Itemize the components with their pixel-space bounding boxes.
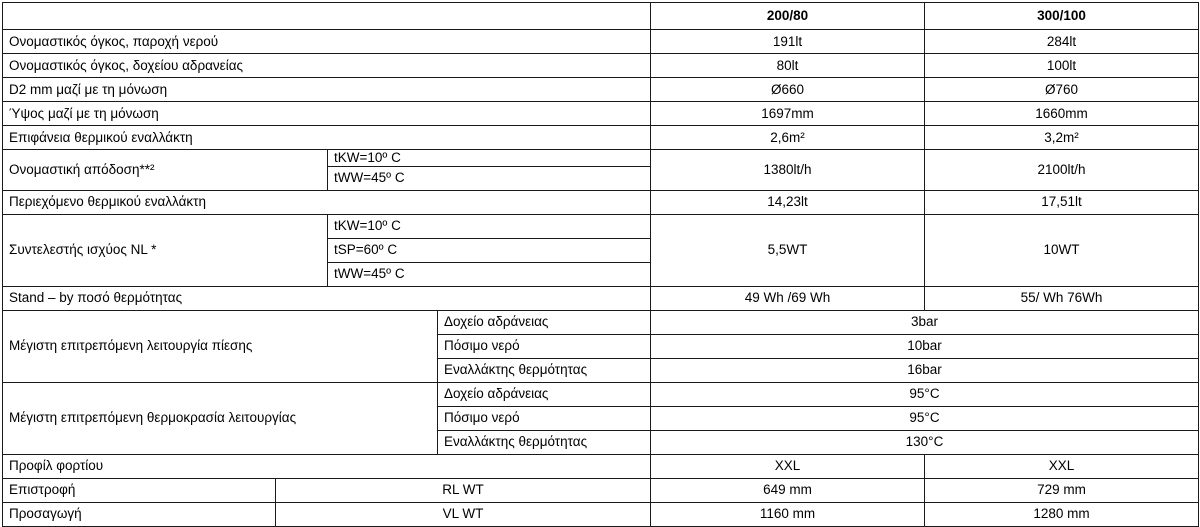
row-value-200-80: 5,5WT	[651, 214, 925, 286]
table-row	[3, 78, 1199, 102]
row-label: D2 mm μαζί με τη μόνωση	[3, 78, 651, 102]
row-label: Επιφάνεια θερμικού εναλλάκτη	[3, 126, 651, 150]
table-row	[3, 214, 1199, 238]
row-value-300-100: 2100lt/h	[925, 150, 1199, 191]
row-sublabel: RL WT	[276, 478, 651, 502]
row-value-300-100: XXL	[925, 454, 1199, 478]
row-merged-value: 3bar	[651, 310, 1199, 334]
row-value-300-100: 10WT	[925, 214, 1199, 286]
row-sublabel: Εναλλάκτης θερμότητας	[438, 358, 651, 382]
table-row	[3, 454, 1199, 478]
row-label: Ονομαστικός όγκος, δοχείου αδρανείας	[3, 54, 651, 78]
row-merged-value: 10bar	[651, 334, 1199, 358]
row-value-200-80: 49 Wh /69 Wh	[651, 286, 925, 310]
row-label: Stand – by ποσό θερμότητας	[3, 286, 651, 310]
row-merged-value: 95°C	[651, 382, 1199, 406]
table-row	[3, 286, 1199, 310]
row-sublabel: tSP=60º C	[328, 238, 651, 262]
row-value-200-80: XXL	[651, 454, 925, 478]
row-sublabel: Δοχείο αδράνειας	[438, 310, 651, 334]
row-value-300-100: 3,2m²	[925, 126, 1199, 150]
row-label: Ονομαστική απόδοση**²	[3, 150, 328, 191]
row-label: Περιεχόμενο θερμικού εναλλάκτη	[3, 190, 651, 214]
row-value-200-80: 1160 mm	[651, 502, 925, 526]
row-value-200-80: 2,6m²	[651, 126, 925, 150]
table-row	[3, 102, 1199, 126]
row-value-200-80: Ø660	[651, 78, 925, 102]
specifications-table	[2, 2, 1199, 527]
table-row	[3, 54, 1199, 78]
row-label: Επιστροφή	[3, 478, 276, 502]
row-value-300-100: Ø760	[925, 78, 1199, 102]
column-header-200-80: 200/80	[651, 3, 925, 30]
row-value-300-100: 100lt	[925, 54, 1199, 78]
row-label: Μέγιστη επιτρεπόμενη λειτουργία πίεσης	[3, 310, 438, 382]
row-value-300-100: 729 mm	[925, 478, 1199, 502]
row-merged-value: 95°C	[651, 406, 1199, 430]
row-value-300-100: 17,51lt	[925, 190, 1199, 214]
row-value-200-80: 649 mm	[651, 478, 925, 502]
row-label: Προσαγωγή	[3, 502, 276, 526]
row-label: Προφίλ φορτίου	[3, 454, 651, 478]
column-header-300-100: 300/100	[925, 3, 1199, 30]
table-row	[3, 502, 1199, 526]
row-value-200-80: 1697mm	[651, 102, 925, 126]
row-label: Μέγιστη επιτρεπόμενη θερμοκρασία λειτουργίας	[3, 382, 438, 454]
row-label: Ύψος μαζί με τη μόνωση	[3, 102, 651, 126]
row-merged-value: 130°C	[651, 430, 1199, 454]
row-value-200-80: 191lt	[651, 30, 925, 54]
row-value-200-80: 80lt	[651, 54, 925, 78]
row-value-200-80: 1380lt/h	[651, 150, 925, 191]
row-merged-value: 16bar	[651, 358, 1199, 382]
row-label: Συντελεστής ισχύος NL *	[3, 214, 328, 286]
row-sublabel: tKW=10º C	[328, 150, 651, 167]
row-label: Ονομαστικός όγκος, παροχή νερού	[3, 30, 651, 54]
header-empty-cell	[3, 3, 651, 30]
row-value-300-100: 1660mm	[925, 102, 1199, 126]
table-header-row	[3, 3, 1199, 30]
row-value-300-100: 1280 mm	[925, 502, 1199, 526]
row-sublabel: VL WT	[276, 502, 651, 526]
table-row	[3, 126, 1199, 150]
row-value-300-100: 284lt	[925, 30, 1199, 54]
row-sublabel: Πόσιμο νερό	[438, 334, 651, 358]
row-sublabel: tWW=45º C	[328, 166, 651, 190]
table-row	[3, 150, 1199, 167]
row-sublabel: Δοχείο αδράνειας	[438, 382, 651, 406]
row-value-200-80: 14,23lt	[651, 190, 925, 214]
row-sublabel: tWW=45º C	[328, 262, 651, 286]
row-sublabel: tKW=10º C	[328, 214, 651, 238]
row-value-300-100: 55/ Wh 76Wh	[925, 286, 1199, 310]
table-row	[3, 310, 1199, 334]
table-row	[3, 190, 1199, 214]
row-sublabel: Πόσιμο νερό	[438, 406, 651, 430]
table-row	[3, 478, 1199, 502]
table-row	[3, 382, 1199, 406]
row-sublabel: Εναλλάκτης θερμότητας	[438, 430, 651, 454]
table-row	[3, 30, 1199, 54]
